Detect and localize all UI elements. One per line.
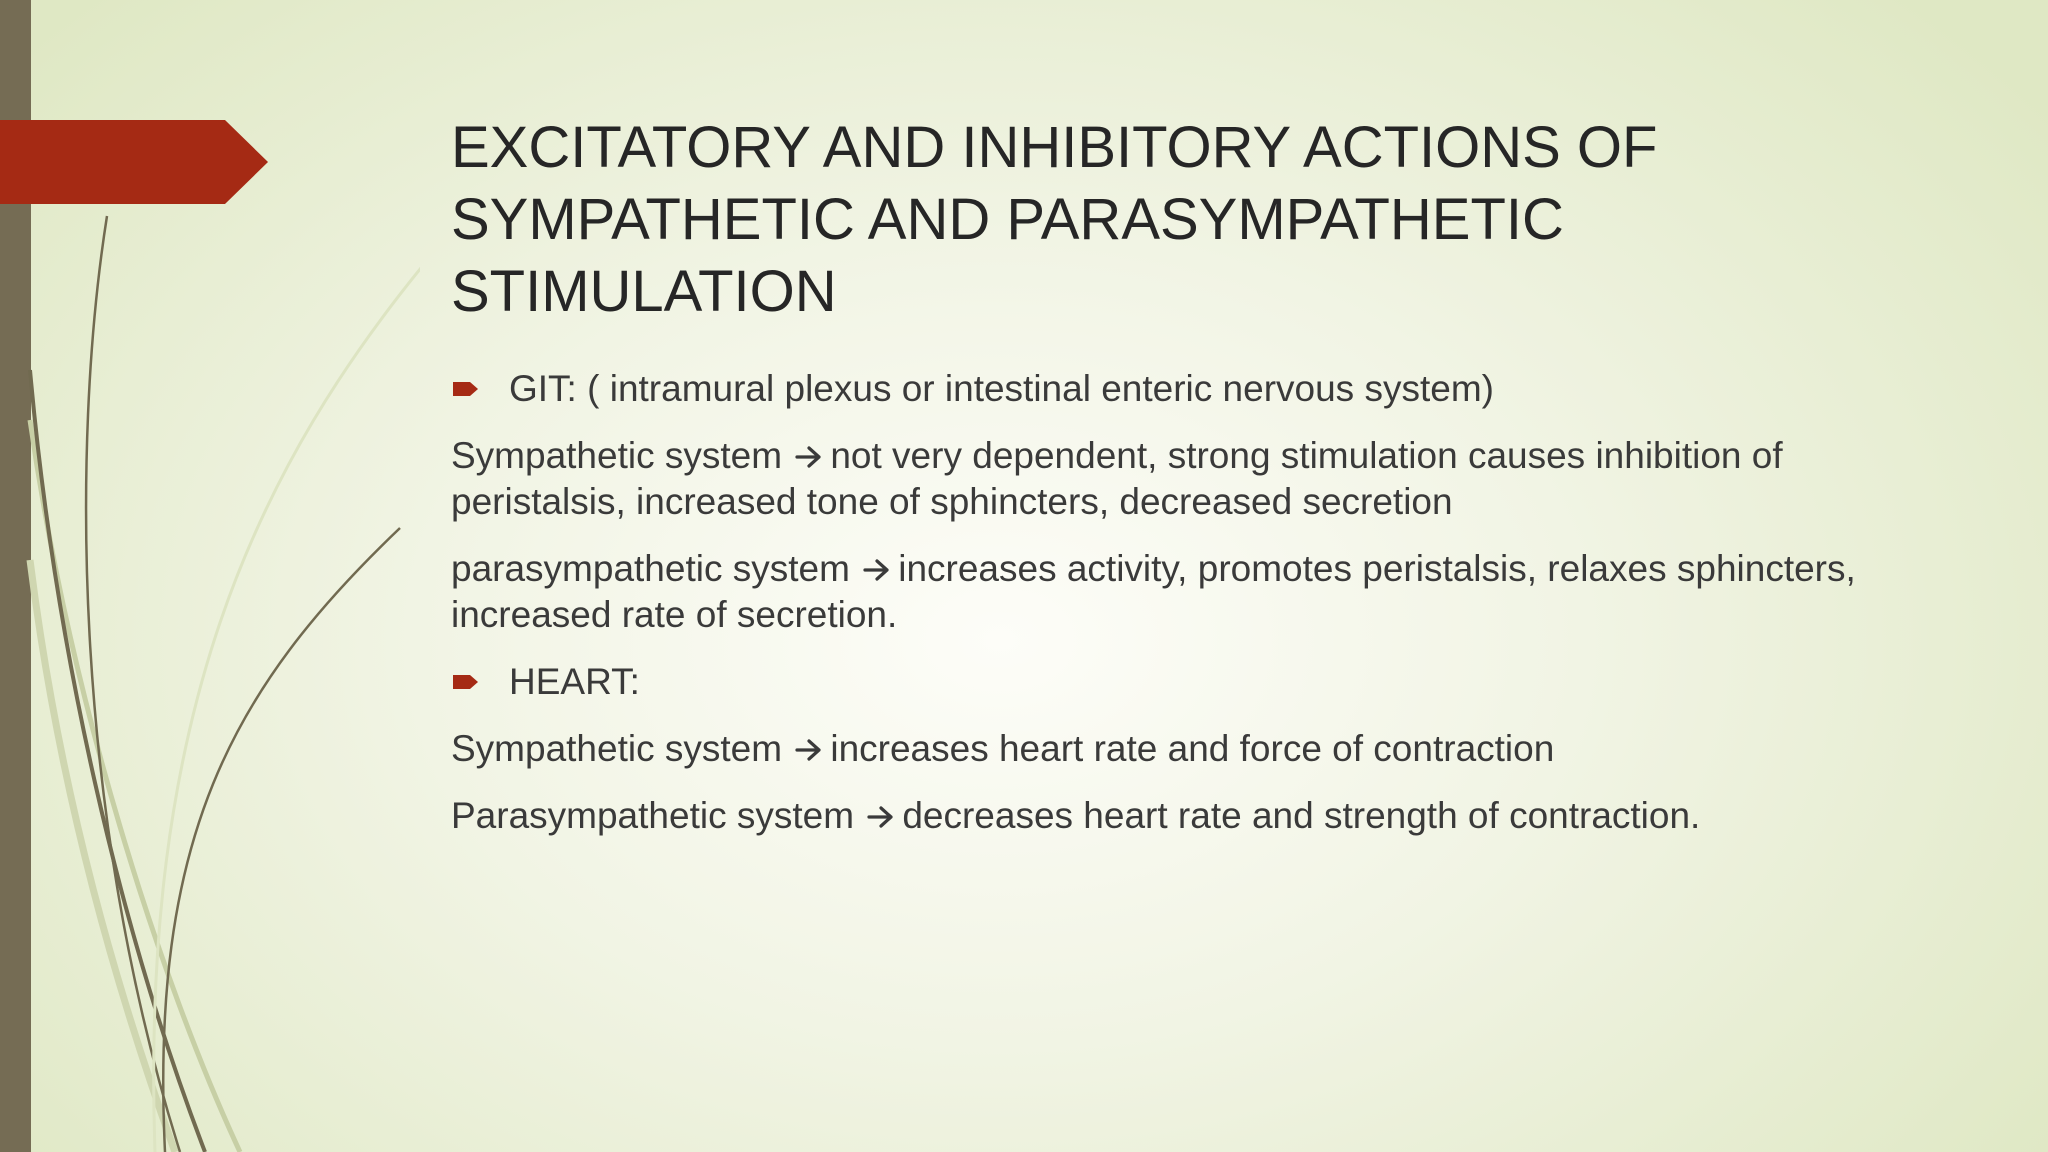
right-arrow-icon [862, 556, 892, 584]
effect-text: increases heart rate and force of contraction [830, 728, 1555, 769]
heart-sympathetic-paragraph [451, 726, 1951, 772]
effect-text: decreases heart rate and strength of contraction. [902, 795, 1701, 836]
paragraph-line: increased rate of secretion. [451, 594, 898, 635]
right-arrow-icon [794, 736, 824, 764]
title-accent-arrow [0, 120, 268, 204]
effect-text: not very dependent, strong stimulation causes inhibition of [830, 435, 1783, 476]
bullet-text: HEART: [509, 661, 640, 702]
git-sympathetic-paragraph [451, 433, 1951, 525]
system-subject: Sympathetic system [451, 728, 783, 769]
bullet-heart [451, 659, 1951, 705]
right-arrow-icon [794, 443, 824, 471]
paragraph-line [451, 793, 1951, 839]
paragraph-line [451, 546, 1951, 592]
arrow-bullet-icon [453, 381, 479, 397]
title-line: SYMPATHETIC AND PARASYMPATHETIC [451, 187, 1564, 252]
git-parasympathetic-paragraph [451, 546, 1951, 638]
slide-body [451, 366, 1951, 860]
system-subject: Sympathetic system [451, 435, 783, 476]
title-line: EXCITATORY AND INHIBITORY ACTIONS OF [451, 115, 1658, 180]
bullet-text: GIT: ( intramural plexus or intestinal enteric nervous system) [509, 368, 1494, 409]
decorative-curves [0, 0, 420, 1152]
paragraph-line [451, 726, 1951, 772]
paragraph-line: peristalsis, increased tone of sphincters, decreased secretion [451, 481, 1453, 522]
heart-parasympathetic-paragraph [451, 793, 1951, 839]
arrow-bullet-icon [453, 674, 479, 690]
paragraph-line [451, 433, 1951, 479]
system-subject: Parasympathetic system [451, 795, 855, 836]
effect-text: increases activity, promotes peristalsis, relaxes sphincters, [898, 548, 1856, 589]
title-line: STIMULATION [451, 259, 837, 324]
slide-title [451, 112, 1951, 328]
bullet-git [451, 366, 1951, 412]
right-arrow-icon [866, 803, 896, 831]
system-subject: parasympathetic system [451, 548, 850, 589]
